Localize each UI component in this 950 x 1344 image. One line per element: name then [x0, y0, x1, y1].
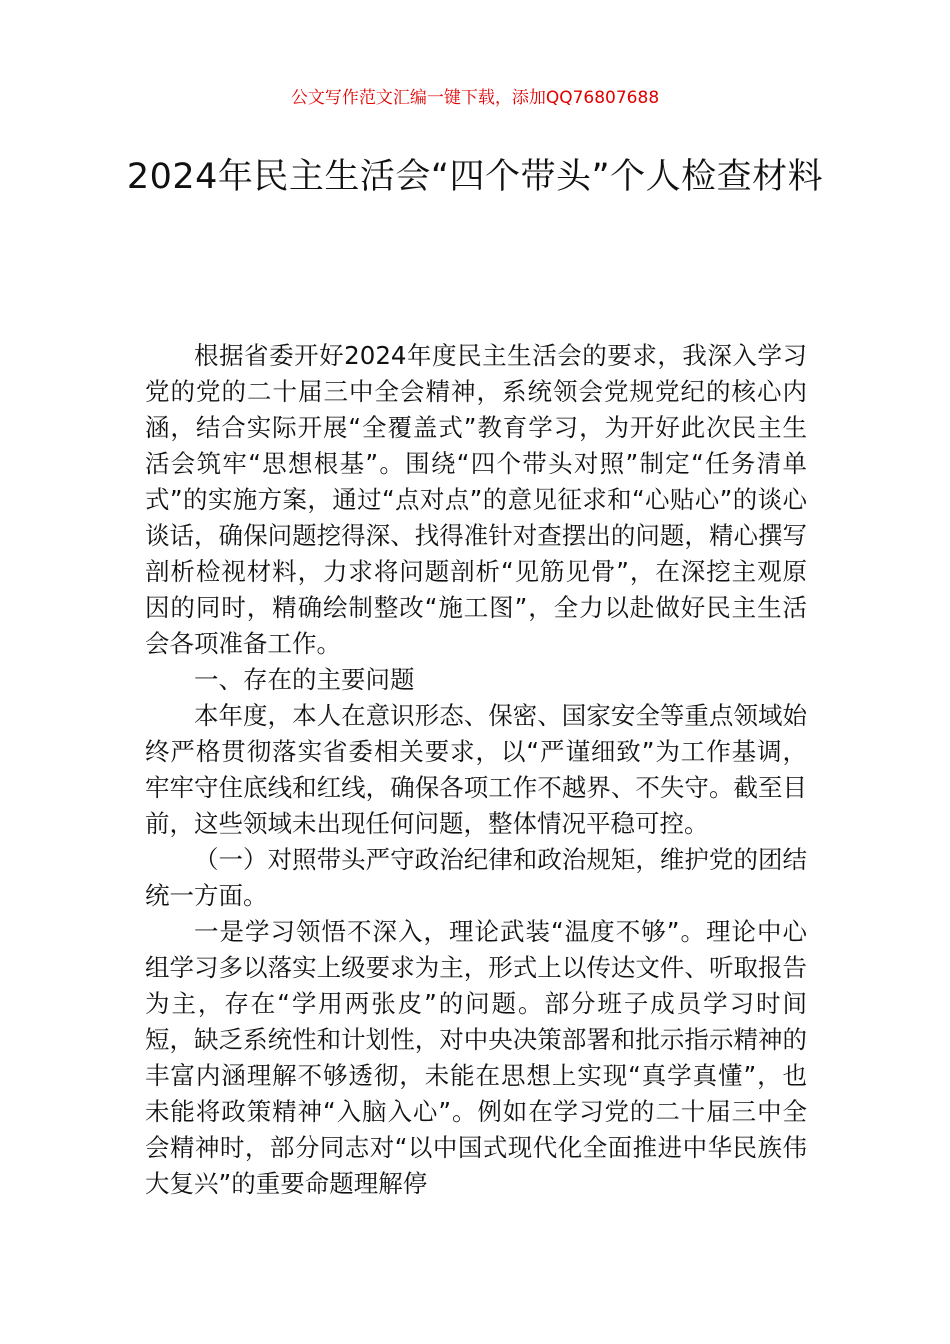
subsection-heading: （一）对照带头严守政治纪律和政治规矩，维护党的团结统一方面。	[145, 845, 807, 910]
paragraph-intro: 根据省委开好2024年度民主生活会的要求，我深入学习党的党的二十届三中全会精神，系统领会党规党纪的核心内涵，结合实际开展“全覆盖式”教育学习，为开好此次民主生活会筑牢“思想根基”。围绕“四个带头对照”制定“任务清单式”的实施方案，通过“点对点”的意见征求和“心贴心”的谈心谈话，确保问题挖得深、找得准针对查摆出的问题，精心撰写剖析检视材料，力求将问题剖析“见筋见骨”，在深挖主观原因的同时，精确绘制整改“施工图”，全力以赴做好民主生活会各项准备工作。	[145, 341, 807, 658]
paragraph-point-one: 一是学习领悟不深入，理论武装“温度不够”。理论中心组学习多以落实上级要求为主，形式上以传达文件、听取报告为主，存在“学用两张皮”的问题。部分班子成员学习时间短，缺乏系统性和计划性，对中央决策部署和批示指示精神的丰富内涵理解不够透彻，未能在思想上实现“真学真懂”，也未能将政策精神“入脑入心”。例如在学习党的二十届三中全会精神时，部分同志对“以中国式现代化全面推进中华民族伟大复兴”的重要命题理解停	[145, 917, 807, 1198]
paragraph-overview: 本年度，本人在意识形态、保密、国家安全等重点领域始终严格贯彻落实省委相关要求，以“严谨细致”为工作基调，牢牢守住底线和红线，确保各项工作不越界、不失守。截至目前，这些领域未出现任何问题，整体情况平稳可控。	[145, 701, 807, 838]
document-body	[145, 338, 807, 1202]
document-title: 2024年民主生活会“四个带头”个人检查材料	[126, 157, 824, 197]
section-heading: 一、存在的主要问题	[194, 665, 415, 694]
header-note: 公文写作范文汇编一键下载，添加QQ76807688	[290, 88, 660, 108]
